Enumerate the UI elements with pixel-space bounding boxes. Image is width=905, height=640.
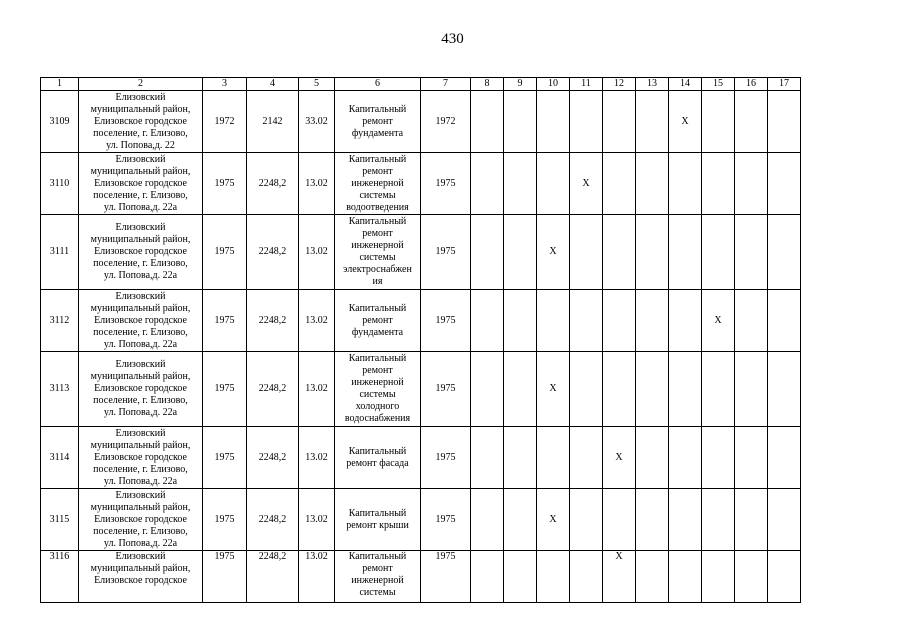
- header-row: [41, 78, 801, 91]
- code-cell: 13.02: [299, 215, 335, 290]
- row-number-cell: 3109: [41, 91, 79, 153]
- empty-cell: [636, 551, 669, 603]
- row-number-cell: 3113: [41, 352, 79, 427]
- empty-cell: [570, 352, 603, 427]
- table-row: [41, 489, 801, 551]
- address-cell: Елизовский муниципальный район, Елизовское городское поселение, г. Елизово, ул. Попова,д. 22а: [79, 489, 203, 551]
- empty-cell: [636, 215, 669, 290]
- area-cell: 2248,2: [247, 352, 299, 427]
- empty-cell: [471, 290, 504, 352]
- empty-cell: [471, 427, 504, 489]
- column-header: 2: [79, 78, 203, 91]
- column-header: 9: [504, 78, 537, 91]
- year-built-cell: 1975: [203, 427, 247, 489]
- code-cell: 33.02: [299, 91, 335, 153]
- area-cell: 2248,2: [247, 290, 299, 352]
- empty-cell: [471, 551, 504, 603]
- mark-cell: X: [669, 91, 702, 153]
- empty-cell: [471, 489, 504, 551]
- work-type-cell: Капитальный ремонт инженерной системы электроснабжен ия: [335, 215, 421, 290]
- empty-cell: [603, 91, 636, 153]
- empty-cell: [603, 290, 636, 352]
- year-built-cell: 1975: [203, 352, 247, 427]
- row-number-cell: 3115: [41, 489, 79, 551]
- mark-cell: X: [537, 352, 570, 427]
- empty-cell: [768, 551, 801, 603]
- empty-cell: [504, 290, 537, 352]
- empty-cell: [570, 215, 603, 290]
- empty-cell: [768, 91, 801, 153]
- empty-cell: [702, 352, 735, 427]
- empty-cell: [603, 489, 636, 551]
- year-built-cell: 1975: [203, 215, 247, 290]
- code-cell: 13.02: [299, 551, 335, 603]
- empty-cell: [768, 215, 801, 290]
- column-header: 4: [247, 78, 299, 91]
- empty-cell: [669, 290, 702, 352]
- year-cell: 1975: [421, 290, 471, 352]
- empty-cell: [504, 153, 537, 215]
- empty-cell: [636, 427, 669, 489]
- empty-cell: [735, 551, 768, 603]
- column-header: 5: [299, 78, 335, 91]
- mark-cell: X: [570, 153, 603, 215]
- address-cell: Елизовский муниципальный район, Елизовское городское поселение, г. Елизово, ул. Попова,д. 22а: [79, 215, 203, 290]
- column-header: 17: [768, 78, 801, 91]
- column-header: 3: [203, 78, 247, 91]
- empty-cell: [702, 489, 735, 551]
- empty-cell: [537, 91, 570, 153]
- empty-cell: [537, 427, 570, 489]
- mark-cell: X: [537, 489, 570, 551]
- row-number-cell: 3112: [41, 290, 79, 352]
- empty-cell: [570, 91, 603, 153]
- empty-cell: [636, 352, 669, 427]
- empty-cell: [537, 290, 570, 352]
- column-header: 15: [702, 78, 735, 91]
- address-cell: Елизовский муниципальный район, Елизовское городское: [79, 551, 203, 603]
- empty-cell: [768, 290, 801, 352]
- column-header: 8: [471, 78, 504, 91]
- empty-cell: [768, 489, 801, 551]
- empty-cell: [735, 290, 768, 352]
- empty-cell: [537, 153, 570, 215]
- year-cell: 1975: [421, 427, 471, 489]
- column-header: 1: [41, 78, 79, 91]
- address-cell: Елизовский муниципальный район, Елизовское городское поселение, г. Елизово, ул. Попова,д. 22а: [79, 427, 203, 489]
- empty-cell: [471, 215, 504, 290]
- empty-cell: [735, 427, 768, 489]
- code-cell: 13.02: [299, 153, 335, 215]
- empty-cell: [735, 352, 768, 427]
- code-cell: 13.02: [299, 427, 335, 489]
- year-cell: 1975: [421, 153, 471, 215]
- empty-cell: [669, 215, 702, 290]
- area-cell: 2248,2: [247, 215, 299, 290]
- table-row: [41, 215, 801, 290]
- mark-cell: X: [603, 427, 636, 489]
- page-number: 430: [441, 31, 464, 47]
- work-type-cell: Капитальный ремонт инженерной системы холодного водоснабжения: [335, 352, 421, 427]
- empty-cell: [636, 489, 669, 551]
- empty-cell: [504, 215, 537, 290]
- work-type-cell: Капитальный ремонт фундамента: [335, 290, 421, 352]
- empty-cell: [504, 352, 537, 427]
- empty-cell: [570, 427, 603, 489]
- address-cell: Елизовский муниципальный район, Елизовское городское поселение, г. Елизово, ул. Попова,д. 22а: [79, 153, 203, 215]
- empty-cell: [735, 91, 768, 153]
- table-row: [41, 352, 801, 427]
- year-cell: 1972: [421, 91, 471, 153]
- year-cell: 1975: [421, 489, 471, 551]
- mark-cell: X: [603, 551, 636, 603]
- address-cell: Елизовский муниципальный район, Елизовское городское поселение, г. Елизово, ул. Попова,д. 22: [79, 91, 203, 153]
- empty-cell: [537, 551, 570, 603]
- empty-cell: [768, 427, 801, 489]
- empty-cell: [570, 551, 603, 603]
- area-cell: 2248,2: [247, 551, 299, 603]
- empty-cell: [702, 427, 735, 489]
- empty-cell: [702, 551, 735, 603]
- area-cell: 2142: [247, 91, 299, 153]
- empty-cell: [669, 427, 702, 489]
- empty-cell: [471, 352, 504, 427]
- empty-cell: [504, 427, 537, 489]
- address-cell: Елизовский муниципальный район, Елизовское городское поселение, г. Елизово, ул. Попова,д. 22а: [79, 352, 203, 427]
- column-header: 10: [537, 78, 570, 91]
- row-number-cell: 3111: [41, 215, 79, 290]
- empty-cell: [504, 551, 537, 603]
- column-header: 11: [570, 78, 603, 91]
- empty-cell: [603, 215, 636, 290]
- empty-cell: [768, 153, 801, 215]
- empty-cell: [735, 215, 768, 290]
- empty-cell: [768, 352, 801, 427]
- table-row: [41, 551, 801, 603]
- column-header: 6: [335, 78, 421, 91]
- code-cell: 13.02: [299, 352, 335, 427]
- column-header: 12: [603, 78, 636, 91]
- table-row: [41, 91, 801, 153]
- empty-cell: [669, 153, 702, 215]
- work-type-cell: Капитальный ремонт фундамента: [335, 91, 421, 153]
- empty-cell: [570, 290, 603, 352]
- empty-cell: [669, 489, 702, 551]
- empty-cell: [603, 352, 636, 427]
- empty-cell: [702, 91, 735, 153]
- empty-cell: [669, 551, 702, 603]
- work-type-cell: Капитальный ремонт крыши: [335, 489, 421, 551]
- year-cell: 1975: [421, 551, 471, 603]
- code-cell: 13.02: [299, 290, 335, 352]
- column-header: 13: [636, 78, 669, 91]
- area-cell: 2248,2: [247, 489, 299, 551]
- year-built-cell: 1975: [203, 489, 247, 551]
- empty-cell: [570, 489, 603, 551]
- empty-cell: [735, 489, 768, 551]
- empty-cell: [504, 91, 537, 153]
- empty-cell: [636, 290, 669, 352]
- empty-cell: [603, 153, 636, 215]
- year-built-cell: 1975: [203, 551, 247, 603]
- row-number-cell: 3114: [41, 427, 79, 489]
- empty-cell: [636, 91, 669, 153]
- table-row: [41, 153, 801, 215]
- empty-cell: [702, 215, 735, 290]
- area-cell: 2248,2: [247, 427, 299, 489]
- code-cell: 13.02: [299, 489, 335, 551]
- work-type-cell: Капитальный ремонт инженерной системы: [335, 551, 421, 603]
- empty-cell: [471, 153, 504, 215]
- year-built-cell: 1975: [203, 153, 247, 215]
- empty-cell: [669, 352, 702, 427]
- year-built-cell: 1975: [203, 290, 247, 352]
- row-number-cell: 3116: [41, 551, 79, 603]
- empty-cell: [636, 153, 669, 215]
- year-built-cell: 1972: [203, 91, 247, 153]
- address-cell: Елизовский муниципальный район, Елизовское городское поселение, г. Елизово, ул. Попова,д. 22а: [79, 290, 203, 352]
- empty-cell: [471, 91, 504, 153]
- empty-cell: [735, 153, 768, 215]
- mark-cell: X: [702, 290, 735, 352]
- work-type-cell: Капитальный ремонт инженерной системы водоотведения: [335, 153, 421, 215]
- row-number-cell: 3110: [41, 153, 79, 215]
- empty-cell: [702, 153, 735, 215]
- work-type-cell: Капитальный ремонт фасада: [335, 427, 421, 489]
- area-cell: 2248,2: [247, 153, 299, 215]
- year-cell: 1975: [421, 215, 471, 290]
- table-row: [41, 427, 801, 489]
- table-row: [41, 290, 801, 352]
- year-cell: 1975: [421, 352, 471, 427]
- mark-cell: X: [537, 215, 570, 290]
- column-header: 16: [735, 78, 768, 91]
- empty-cell: [504, 489, 537, 551]
- column-header: 14: [669, 78, 702, 91]
- column-header: 7: [421, 78, 471, 91]
- repair-schedule-table: [40, 77, 801, 603]
